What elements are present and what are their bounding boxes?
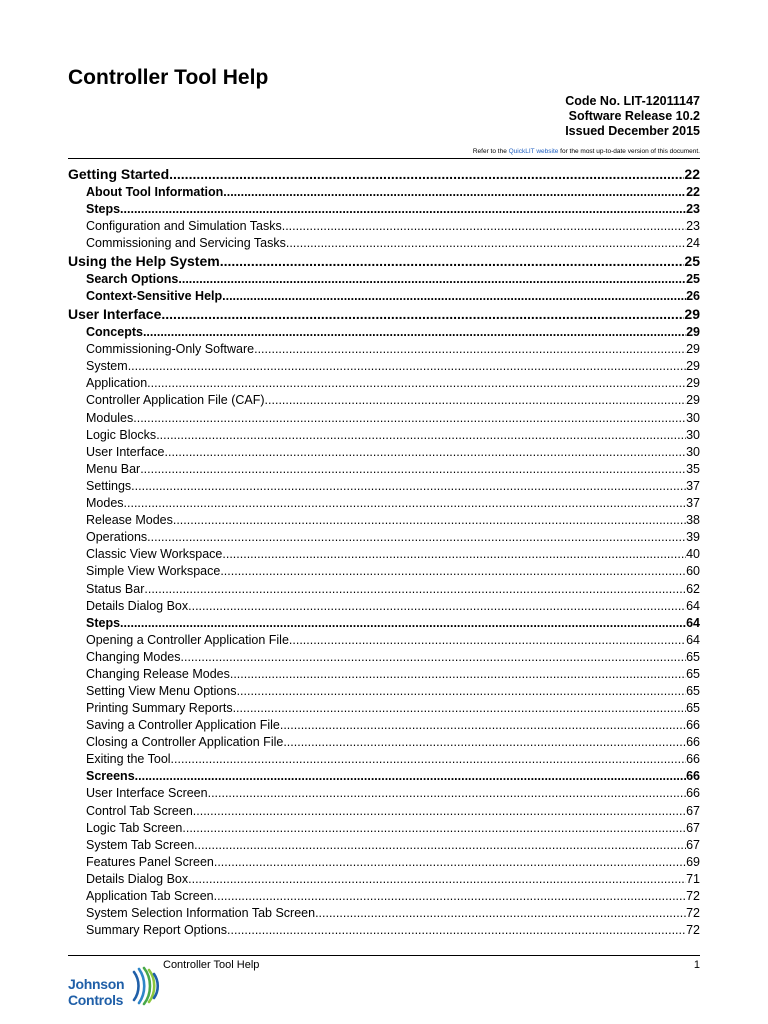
- toc-entry-page: 37: [686, 478, 700, 493]
- toc-entry-page: 71: [686, 871, 700, 886]
- toc-entry-page: 29: [686, 325, 700, 340]
- toc-entry-page: 30: [686, 427, 700, 442]
- toc-entry-label: System: [86, 359, 128, 374]
- toc-entry-label: Commissioning-Only Software: [86, 342, 255, 357]
- toc-entry[interactable]: [68, 165, 700, 184]
- toc-entry-page: 72: [686, 906, 700, 921]
- toc-entry-page: 22: [686, 185, 700, 199]
- toc-entry[interactable]: [68, 495, 700, 512]
- toc-entry-label: Changing Modes: [86, 649, 181, 664]
- toc-leader-dots: [135, 768, 686, 785]
- toc-entry-label: Search Options: [86, 272, 179, 287]
- document-title: Controller Tool Help: [68, 66, 269, 89]
- toc-entry-page: 67: [686, 820, 700, 835]
- toc-entry[interactable]: [68, 632, 700, 649]
- footer-doc-title: Controller Tool Help: [163, 959, 260, 971]
- toc-entry[interactable]: [68, 871, 700, 888]
- header-divider: [68, 158, 700, 159]
- toc-leader-dots: [282, 218, 686, 235]
- toc-entry-label: Saving a Controller Application File: [86, 718, 280, 733]
- toc-entry[interactable]: [68, 598, 700, 615]
- toc-entry-page: 66: [686, 769, 700, 784]
- toc-entry-label: Context-Sensitive Help: [86, 289, 223, 304]
- toc-entry-page: 25: [686, 272, 700, 287]
- toc-leader-dots: [144, 581, 686, 598]
- toc-entry-page: 64: [686, 632, 700, 647]
- toc-leader-dots: [120, 201, 686, 218]
- issue-date: Issued December 2015: [565, 124, 700, 138]
- toc-entry-page: 37: [686, 496, 700, 511]
- toc-entry-label: Classic View Workspace: [86, 547, 223, 562]
- toc-entry-label: Logic Tab Screen: [86, 820, 183, 835]
- toc-entry-page: 66: [686, 735, 700, 750]
- toc-entry-page: 29: [686, 342, 700, 357]
- toc-leader-dots: [222, 546, 686, 563]
- toc-leader-dots: [143, 324, 686, 341]
- toc-entry-label: Menu Bar: [86, 461, 141, 476]
- toc-entry-label: Using the Help System: [68, 253, 220, 270]
- toc-leader-dots: [131, 478, 686, 495]
- toc-leader-dots: [181, 649, 687, 666]
- toc-leader-dots: [214, 888, 686, 905]
- toc-entry[interactable]: [68, 546, 700, 563]
- toc-leader-dots: [220, 563, 686, 580]
- toc-entry-label: Exiting the Tool: [86, 752, 171, 767]
- toc-leader-dots: [265, 392, 687, 409]
- toc-entry-label: Opening a Controller Application File: [86, 632, 289, 647]
- toc-leader-dots: [120, 615, 686, 632]
- toc-entry[interactable]: [68, 751, 700, 768]
- software-release: Software Release 10.2: [568, 109, 700, 123]
- toc-leader-dots: [230, 666, 686, 683]
- toc-leader-dots: [169, 165, 684, 184]
- toc-entry-page: 39: [686, 530, 700, 545]
- toc-entry-label: Simple View Workspace: [86, 564, 221, 579]
- toc-entry[interactable]: [68, 478, 700, 495]
- toc-entry[interactable]: [68, 512, 700, 529]
- toc-entry-page: 30: [686, 444, 700, 459]
- toc-entry[interactable]: [68, 615, 700, 632]
- toc-entry-page: 67: [686, 803, 700, 818]
- toc-entry[interactable]: [68, 820, 700, 837]
- toc-leader-dots: [147, 375, 686, 392]
- toc-entry-label: Application: [86, 376, 148, 391]
- toc-entry[interactable]: [68, 184, 700, 201]
- toc-entry-label: Features Panel Screen: [86, 854, 214, 869]
- footer-page-number: 1: [693, 959, 700, 971]
- toc-entry[interactable]: [68, 785, 700, 802]
- toc-entry[interactable]: [68, 410, 700, 427]
- toc-entry-label: Details Dialog Box: [86, 871, 189, 886]
- toc-entry-page: 72: [686, 923, 700, 938]
- toc-leader-dots: [214, 854, 686, 871]
- toc-entry-page: 26: [686, 289, 700, 304]
- toc-entry[interactable]: [68, 252, 700, 271]
- toc-entry-page: 35: [686, 461, 700, 476]
- toc-leader-dots: [315, 905, 686, 922]
- toc-leader-dots: [173, 512, 686, 529]
- toc-leader-dots: [156, 427, 686, 444]
- toc-entry[interactable]: [68, 529, 700, 546]
- toc-entry-label: Settings: [86, 478, 132, 493]
- toc-entry-label: System Tab Screen: [86, 837, 195, 852]
- toc-leader-dots: [161, 305, 684, 324]
- toc-leader-dots: [128, 358, 686, 375]
- toc-leader-dots: [188, 598, 686, 615]
- toc-entry-label: Modules: [86, 410, 134, 425]
- toc-entry-page: 23: [686, 219, 700, 233]
- toc-entry-page: 72: [686, 889, 700, 903]
- toc-entry[interactable]: [68, 358, 700, 375]
- toc-entry[interactable]: [68, 235, 700, 252]
- toc-entry-page: 62: [686, 581, 700, 596]
- toc-entry[interactable]: [68, 324, 700, 341]
- toc-leader-dots: [237, 683, 687, 700]
- toc-leader-dots: [227, 922, 686, 939]
- logo-text: Johnson Controls: [68, 976, 125, 1008]
- toc-entry-page: 65: [686, 683, 700, 698]
- toc-entry[interactable]: [68, 649, 700, 666]
- toc-entry[interactable]: [68, 581, 700, 598]
- toc-entry-label: Controller Application File (CAF): [86, 393, 265, 408]
- toc-entry[interactable]: [68, 768, 700, 785]
- refer-note: [473, 148, 700, 155]
- toc-entry[interactable]: [68, 341, 700, 358]
- toc-leader-dots: [188, 871, 686, 888]
- toc-entry-page: 67: [686, 837, 700, 852]
- toc-entry-page: 22: [684, 166, 700, 182]
- refer-suffix: for the most up-to-date version of this document.: [558, 148, 700, 155]
- toc-entry-label: Details Dialog Box: [86, 598, 189, 613]
- toc-entry-page: 29: [686, 359, 700, 374]
- toc-entry-label: Modes: [86, 496, 124, 511]
- toc-entry-label: Setting View Menu Options: [86, 683, 237, 698]
- toc-entry-page: 66: [686, 718, 700, 733]
- toc-entry-label: Summary Report Options: [86, 923, 228, 938]
- toc-leader-dots: [193, 803, 686, 820]
- toc-entry[interactable]: [68, 563, 700, 580]
- toc-entry-label: Steps: [86, 202, 121, 216]
- toc-entry[interactable]: [68, 392, 700, 409]
- toc-entry-label: User Interface: [68, 306, 162, 323]
- toc-entry-label: Getting Started: [68, 166, 170, 182]
- toc-entry-label: Screens: [86, 769, 135, 784]
- toc-entry[interactable]: [68, 683, 700, 700]
- toc-entry-label: Status Bar: [86, 581, 145, 596]
- toc-entry-label: Operations: [86, 530, 148, 545]
- toc-entry-label: Changing Release Modes: [86, 666, 230, 681]
- toc-entry-page: 29: [684, 306, 700, 323]
- toc-entry-page: 65: [686, 666, 700, 681]
- toc-leader-dots: [254, 341, 686, 358]
- toc-entry-page: 24: [686, 236, 700, 251]
- toc-entry[interactable]: [68, 803, 700, 820]
- toc-leader-dots: [220, 252, 685, 271]
- toc-leader-dots: [171, 751, 687, 768]
- toc-entry-page: 38: [686, 513, 700, 528]
- toc-entry[interactable]: [68, 734, 700, 751]
- toc-entry[interactable]: [68, 854, 700, 871]
- toc-entry-page: 64: [686, 615, 700, 630]
- toc-entry[interactable]: [68, 700, 700, 717]
- toc-entry[interactable]: [68, 427, 700, 444]
- toc-entry-page: 29: [686, 376, 700, 391]
- toc-entry[interactable]: [68, 375, 700, 392]
- toc-entry-label: Steps: [86, 615, 121, 630]
- toc-leader-dots: [133, 410, 686, 427]
- toc-entry[interactable]: [68, 922, 700, 939]
- toc-leader-dots: [222, 288, 686, 305]
- toc-entry[interactable]: [68, 717, 700, 734]
- document-meta: [565, 94, 700, 139]
- johnson-controls-logo: [68, 966, 168, 1019]
- toc-entry-label: Release Modes: [86, 513, 173, 528]
- toc-leader-dots: [182, 820, 686, 837]
- toc-entry-label: Commissioning and Servicing Tasks: [86, 236, 286, 251]
- toc-entry-label: About Tool Information: [86, 185, 224, 199]
- toc-entry-label: Application Tab Screen: [86, 889, 214, 903]
- toc-entry-page: 29: [686, 393, 700, 408]
- toc-entry[interactable]: [68, 888, 700, 905]
- toc-entry[interactable]: [68, 218, 700, 235]
- toc-entry-page: 23: [686, 202, 700, 216]
- toc-entry[interactable]: [68, 461, 700, 478]
- toc-entry-label: Logic Blocks: [86, 427, 157, 442]
- toc-entry-page: 60: [686, 564, 700, 579]
- toc-entry-page: 40: [686, 547, 700, 562]
- toc-entry-page: 65: [686, 701, 700, 716]
- toc-entry-label: Concepts: [86, 325, 143, 340]
- toc-entry-label: Control Tab Screen: [86, 803, 193, 818]
- toc-entry-label: User Interface Screen: [86, 786, 208, 801]
- toc-entry-label: Printing Summary Reports: [86, 701, 233, 716]
- toc-leader-dots: [208, 785, 687, 802]
- toc-entry-label: Closing a Controller Application File: [86, 735, 284, 750]
- toc-leader-dots: [194, 837, 686, 854]
- toc-entry-page: 66: [686, 786, 700, 801]
- toc-entry[interactable]: [68, 305, 700, 324]
- toc-entry[interactable]: [68, 905, 700, 922]
- toc-leader-dots: [223, 184, 686, 201]
- toc-entry-page: 66: [686, 752, 700, 767]
- toc-entry-label: User Interface: [86, 444, 165, 459]
- code-number: Code No. LIT-12011147: [565, 94, 700, 108]
- toc-leader-dots: [165, 444, 687, 461]
- toc-entry-page: 65: [686, 649, 700, 664]
- footer-divider: [68, 955, 700, 956]
- toc-entry-label: Configuration and Simulation Tasks: [86, 219, 282, 233]
- toc-entry-page: 30: [686, 410, 700, 425]
- toc-entry[interactable]: [68, 288, 700, 305]
- toc-entry[interactable]: [68, 271, 700, 288]
- toc-entry[interactable]: [68, 201, 700, 218]
- toc-leader-dots: [140, 461, 686, 478]
- toc-leader-dots: [286, 235, 686, 252]
- toc-leader-dots: [289, 632, 686, 649]
- refer-prefix: Refer to the: [472, 148, 509, 155]
- toc-leader-dots: [124, 495, 687, 512]
- toc-entry-page: 69: [686, 854, 700, 869]
- toc-leader-dots: [147, 529, 686, 546]
- toc-leader-dots: [233, 700, 687, 717]
- toc-entry[interactable]: [68, 444, 700, 461]
- toc-entry-page: 25: [684, 253, 700, 270]
- toc-leader-dots: [283, 734, 686, 751]
- toc-entry[interactable]: [68, 666, 700, 683]
- toc-entry-page: 64: [686, 598, 700, 613]
- toc-leader-dots: [280, 717, 686, 734]
- toc-leader-dots: [178, 271, 686, 288]
- toc-entry[interactable]: [68, 837, 700, 854]
- quicklit-link[interactable]: QuickLIT website: [508, 148, 559, 155]
- toc-entry-label: System Selection Information Tab Screen: [86, 906, 316, 921]
- table-of-contents: [68, 165, 700, 939]
